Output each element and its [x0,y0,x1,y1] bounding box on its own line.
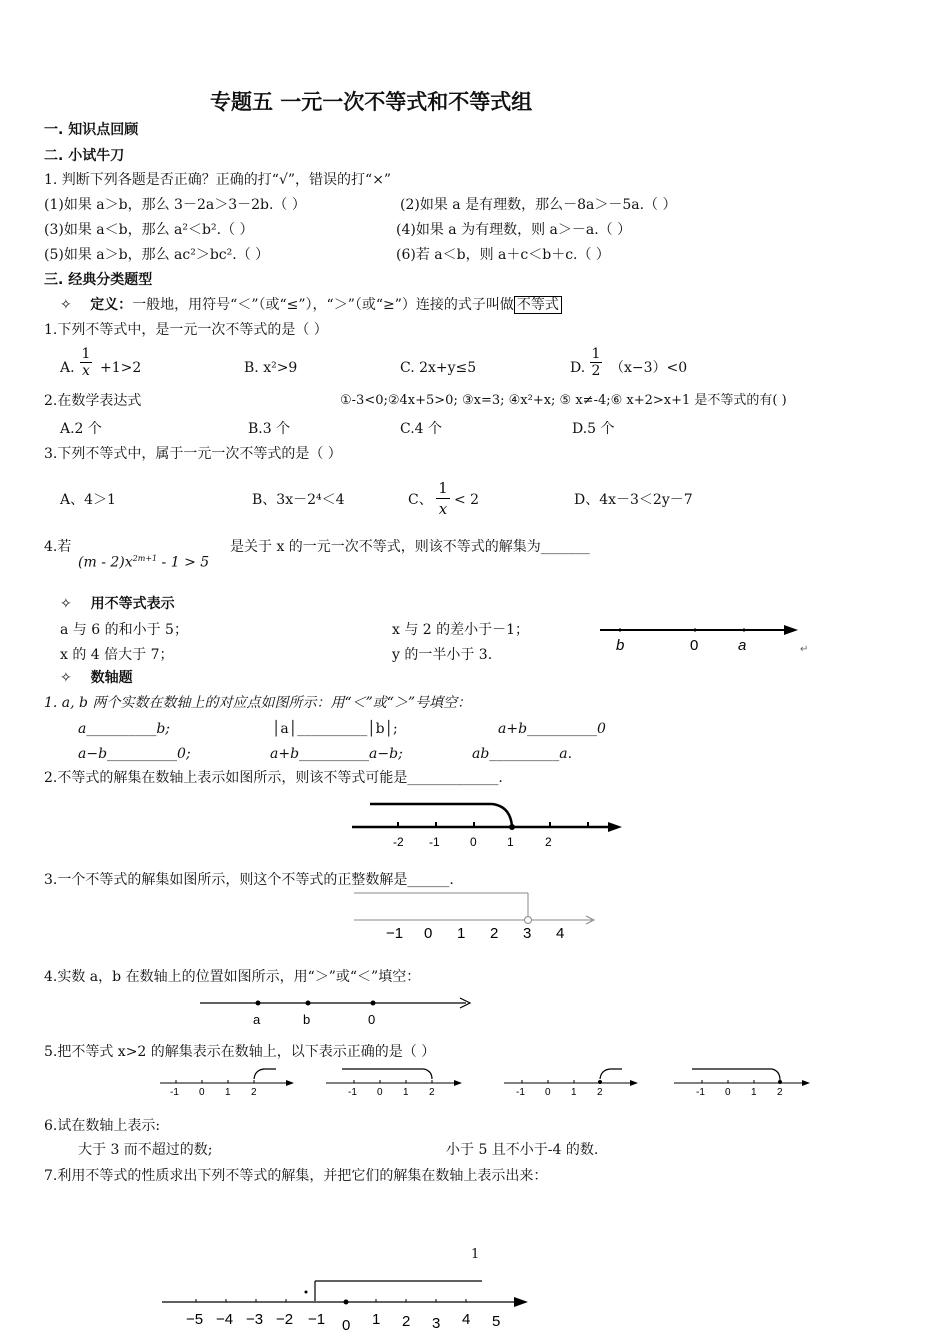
definition-text: 一般地，用符号“＜”（或“≤”），“＞”（或“≥”）连接的式子叫做 [132,297,514,313]
solution-bracket [600,1069,622,1079]
ab-number-line [598,618,818,658]
judge-item-2: (2)如果 a 是有理数，那么－8a＞－5a.（ ） [400,197,677,213]
point-b [306,1001,311,1006]
tick-label: 2 [402,1313,411,1330]
bottom-number-line [160,1274,540,1338]
judge-question-stem: 1. 判断下列各题是否正确？正确的打“√”，错误的打“×” [44,172,392,188]
nl-q4-stem: 4.实数 a，b 在数轴上的位置如图所示，用“＞”或“＜”填空： [44,969,421,985]
tick-label: 2 [429,1087,435,1098]
arrow-head-icon [608,822,622,832]
tick-label: -1 [429,835,440,849]
tick-label: 1 [751,1087,757,1098]
tick-label: 0 [470,835,477,849]
axis-label-0: 0 [690,637,699,654]
nl-q1-fill-2: │a│__________│b│; [272,721,398,737]
q1-option-a-prefix: A. [60,360,75,376]
fraction-denominator: x [80,362,92,379]
q3-option-c-fraction [436,478,450,519]
tick-label: 0 [342,1317,351,1334]
nl-q3-stem: 3.一个不等式的解集如图所示，则这个不等式的正整数解是______. [44,872,454,888]
tick-label: 1 [571,1087,577,1098]
tick-label: 4 [462,1311,471,1328]
tick-label: 1 [372,1311,381,1328]
tick-label: −3 [246,1311,264,1328]
nl-q1-fill-1: a__________b; [78,721,171,737]
q2-option-a: A.2 个 [60,421,102,437]
tick-label: −2 [276,1311,294,1328]
tick-label: 4 [556,925,565,942]
page-title: 专题五 一元一次不等式和不等式组 [210,90,533,114]
q1-option-d-fraction [590,346,602,379]
point-a [256,1001,261,1006]
diamond-bullet-icon: ✧ [60,297,72,313]
q1-option-a-fraction [80,346,92,379]
point-0 [371,1001,376,1006]
tick-label: 1 [225,1087,231,1098]
express-item-4: y 的一半小于 3. [392,647,493,663]
tick-label: 1 [457,925,466,942]
definition-line [60,296,562,314]
nl-q5-stem: 5.把不等式 x>2 的解集表示在数轴上，以下表示正确的是（ ） [44,1044,436,1060]
numberline-heading [60,669,133,687]
tick-label: 0 [725,1087,731,1098]
nl-q1-fill-6: ab__________a. [472,746,573,762]
q3-option-c-prefix: C、 [408,492,433,508]
definition-boxed-term: 不等式 [514,296,562,314]
q4-expression [78,550,209,572]
judge-item-1: (1)如果 a＞b，那么 3－2a＞3－2b.（ ） [44,197,306,213]
q4-expression-exponent: 2m+1 [132,554,158,563]
fraction-numerator: 1 [438,479,448,497]
q1-stem: 1.下列不等式中，是一元一次不等式的是（ ） [44,322,328,338]
tick-label: 2 [777,1087,783,1098]
tick-label: 2 [597,1087,603,1098]
q2-expressions: ①-3<0;②4x+5>0; ③x=3; ④x²+x; ⑤ x≠-4;⑥ x+2>x+1 是不等式的有( ) [340,393,787,408]
section-heading-review: 一. 知识点回顾 [44,122,139,138]
tick-label: 2 [251,1087,257,1098]
nl-q2-number-line [350,798,630,854]
q2-stem: 2.在数学表达式 [44,393,142,409]
tick-label: 2 [490,925,499,942]
axis-label-a: a [738,637,747,654]
tick-label: 5 [492,1313,501,1330]
q4-expression-base: (m - 2)x [78,554,133,571]
q1-option-a-rest: +1>2 [100,360,142,376]
arrow-head-icon [514,1297,528,1307]
nl-q6-item-a: 大于 3 而不超过的数; [78,1142,213,1158]
express-title: 用不等式表示 [90,596,175,612]
tick-label: 0 [424,925,433,942]
solution-bracket [370,804,512,826]
arrow-head-icon [802,1080,810,1086]
q1-option-d-rest: （x−3）<0 [610,360,688,376]
q4-prefix: 4.若 [44,539,72,555]
tick-label: −4 [216,1311,234,1328]
tick-label: −1 [308,1311,326,1328]
nl-q4-number-line [198,994,478,1028]
tick-label: 3 [523,925,532,942]
q2-option-b: B.3 个 [248,421,291,437]
section-heading-classic: 三. 经典分类题型 [44,272,153,288]
diamond-bullet-icon: ✧ [60,596,72,612]
express-item-3: x 的 4 倍大于 7； [60,647,174,663]
nl-q1-fill-4: a−b__________0; [78,746,191,762]
nl-q7-stem: 7.利用不等式的性质求出下列不等式的解集，并把它们的解集在数轴上表示出来： [44,1168,548,1184]
tick-label: 0 [199,1087,205,1098]
q4-expression-rest: - 1 > 5 [157,554,210,571]
tick-label: -1 [348,1087,357,1098]
nl-q5-option-c [502,1067,642,1101]
fraction-denominator: 2 [591,363,601,379]
q3-option-a: A、4＞1 [60,492,116,508]
page-number: 1 [471,1247,480,1262]
point-label-a: a [253,1012,261,1027]
q1-option-b: B. x²>9 [244,360,298,376]
arrow-head-icon [286,1080,294,1086]
section-heading-warmup: 二. 小试牛刀 [44,148,125,164]
q3-option-d: D、4x－3＜2y－7 [574,492,693,508]
point-label-0: 0 [368,1012,376,1027]
nl-q3-number-line [352,892,602,944]
fraction-denominator: x [436,498,450,519]
arrow-head-icon [630,1080,638,1086]
tick-label: 1 [507,835,514,849]
stray-dot [305,1291,308,1294]
judge-item-3: (3)如果 a＜b，那么 a²＜b².（ ） [44,222,254,238]
tick-label: -2 [393,835,404,849]
nl-q1-stem: 1. a, b 两个实数在数轴上的对应点如图所示：用“＜”或“＞”号填空： [44,695,472,711]
nl-q5-option-d [672,1065,814,1101]
nl-q1-fill-3: a+b__________0 [498,721,606,737]
express-item-1: a 与 6 的和小于 5； [60,622,188,638]
arrow-head-icon [784,625,798,635]
q3-option-c-rest: < 2 [454,492,480,508]
judge-item-5: (5)如果 a＞b，那么 ac²＞bc².（ ） [44,247,270,263]
tick-label: −1 [386,925,404,942]
q2-option-d: D.5 个 [572,421,615,437]
judge-item-6: (6)若 a＜b，则 a＋c＜b＋c.（ ） [396,247,610,263]
solution-bracket [692,1069,780,1080]
axis-label-b: b [616,637,625,654]
diamond-bullet-icon: ✧ [60,670,72,686]
open-endpoint-circle [525,917,532,924]
origin-dot [344,1300,349,1305]
tick-label: 0 [377,1087,383,1098]
definition-label: 定义： [90,297,133,313]
numberline-title: 数轴题 [90,670,133,686]
q1-option-d-prefix: D. [570,360,586,376]
solution-bracket [342,1069,432,1079]
nl-q5-option-a [158,1067,298,1101]
solution-bracket [254,1069,276,1079]
nl-q1-fill-5: a+b__________a−b; [270,746,403,762]
q1-option-c: C. 2x+y≤5 [400,360,477,376]
tick-label: 2 [545,835,552,849]
judge-item-4: (4)如果 a 为有理数，则 a＞－a.（ ） [396,222,632,238]
tick-label: 1 [403,1087,409,1098]
q4-text: 是关于 x 的一元一次不等式，则该不等式的解集为_______ [230,539,590,555]
tick-label: -1 [516,1087,525,1098]
point-label-b: b [303,1012,311,1027]
express-item-2: x 与 2 的差小于－1； [392,622,530,638]
nl-q2-stem: 2.不等式的解集在数轴上表示如图所示，则该不等式可能是_____________. [44,770,503,786]
q2-option-c: C.4 个 [400,421,443,437]
q3-option-b: B、3x－2⁴＜4 [252,492,345,508]
tick-label: -1 [696,1087,705,1098]
nl-q6-stem: 6.试在数轴上表示: [44,1118,161,1134]
arrow-head-icon [454,1080,462,1086]
tick-label: 3 [432,1315,441,1332]
nl-q6-item-b: 小于 5 且不小于-4 的数. [446,1142,599,1158]
fraction-numerator: 1 [591,346,601,362]
tick-label: -1 [170,1087,179,1098]
fraction-numerator: 1 [81,346,91,362]
return-mark-icon: ↵ [800,644,809,655]
q3-stem: 3.下列不等式中，属于一元一次不等式的是（ ） [44,446,342,462]
tick-label: 0 [545,1087,551,1098]
express-heading [60,595,175,613]
nl-q5-option-b [324,1067,466,1101]
tick-label: −5 [186,1311,204,1328]
